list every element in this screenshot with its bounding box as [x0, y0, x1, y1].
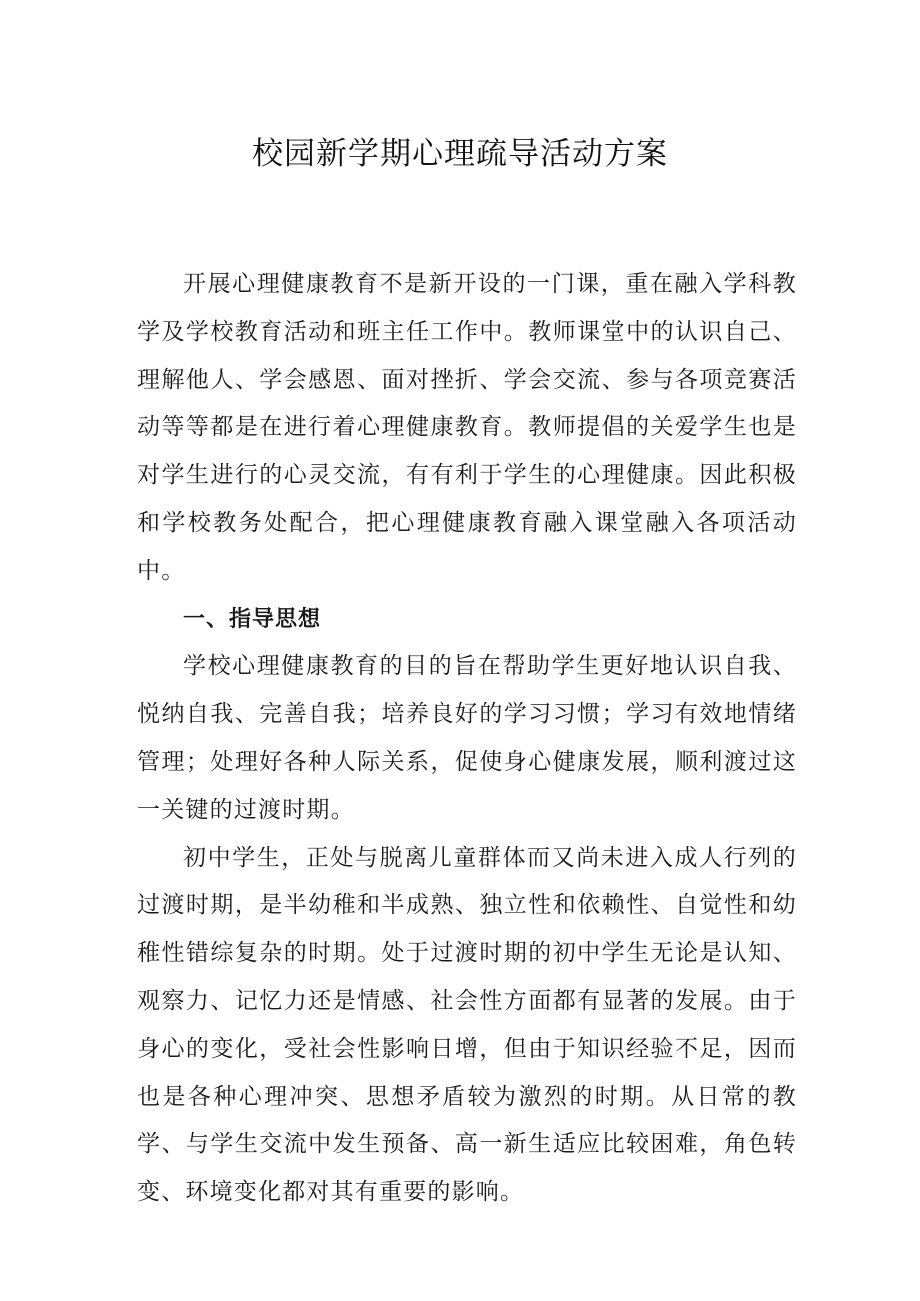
- document-title: 校园新学期心理疏导活动方案: [252, 136, 668, 172]
- section-paragraph-junior-students: 初中学生，正处与脱离儿童群体而又尚未进入成人行列的过渡时期，是半幼稚和半成熟、独立性和依赖性、自觉性和幼稚性错综复杂的时期。处于过渡时期的初中学生无论是认知、观察力、记忆力还是情感、社会性方面都有显著的发展。由于身心的变化，受社会性影响日增，但由于知识经验不足，因而也是各种心理冲突、思想矛盾较为激烈的时期。从日常的教学、与学生交流中发生预备、高一新生适应比较困难，角色转变、环境变化都对其有重要的影响。: [137, 844, 797, 1206]
- section-paragraph-purpose: 学校心理健康教育的目的旨在帮助学生更好地认识自我、悦纳自我、完善自我；培养良好的学习习惯；学习有效地情绪管理；处理好各种人际关系，促使身心健康发展，顺利渡过这一关键的过渡时期。: [137, 653, 797, 823]
- document-body: [137, 261, 797, 1217]
- section-heading-guiding-ideology: 一、指导思想: [183, 606, 322, 632]
- intro-paragraph: 开展心理健康教育不是新开设的一门课，重在融入学科教学及学校教育活动和班主任工作中。教师课堂中的认识自己、理解他人、学会感恩、面对挫折、学会交流、参与各项竞赛活动等等都是在进行着心理健康教育。教师提倡的关爱学生也是对学生进行的心灵交流，有有利于学生的心理健康。因此积极和学校教务处配合，把心理健康教育融入课堂融入各项活动中。: [137, 271, 797, 584]
